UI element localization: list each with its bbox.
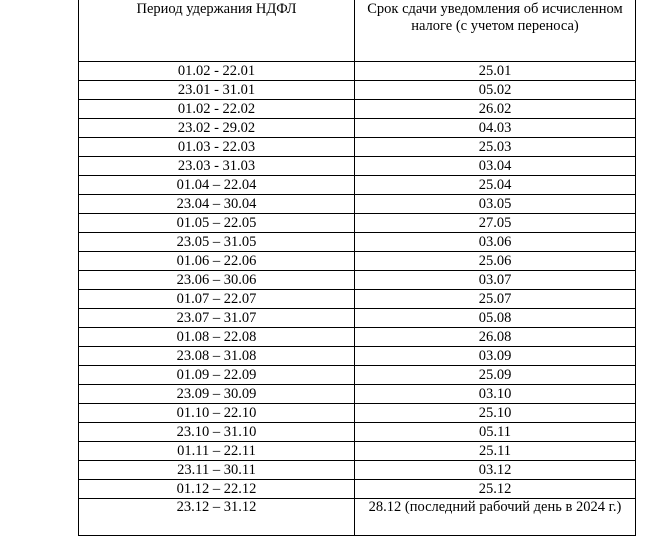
deadline-cell — [355, 347, 636, 366]
deadline-text: 03.10 — [478, 386, 512, 402]
period-cell: 23.02 - 29.02 — [79, 119, 355, 138]
ndfl-deadlines-table — [78, 0, 636, 536]
deadline-text: 25.11 — [478, 443, 512, 459]
period-cell: 01.05 – 22.05 — [79, 214, 355, 233]
period-cell: 01.08 – 22.08 — [79, 328, 355, 347]
deadline-cell — [355, 499, 636, 536]
period-cell: 23.09 – 30.09 — [79, 385, 355, 404]
deadline-cell — [355, 252, 636, 271]
deadline-text: 25.12 — [478, 481, 512, 497]
period-cell: 01.12 – 22.12 — [79, 480, 355, 499]
deadline-cell — [355, 119, 636, 138]
deadline-text: 25.09 — [478, 367, 512, 383]
table-row — [79, 119, 636, 138]
table-row — [79, 442, 636, 461]
table-row — [79, 423, 636, 442]
header-period: Период удержания НДФЛ — [79, 0, 355, 62]
period-cell: 23.07 – 31.07 — [79, 309, 355, 328]
table-row — [79, 328, 636, 347]
deadline-text: 25.01 — [478, 63, 512, 79]
table-row — [79, 385, 636, 404]
period-cell: 01.04 – 22.04 — [79, 176, 355, 195]
period-cell: 01.10 – 22.10 — [79, 404, 355, 423]
deadline-text: 05.02 — [478, 82, 512, 98]
deadline-cell — [355, 100, 636, 119]
table-body — [79, 62, 636, 536]
deadline-text: 03.09 — [478, 348, 512, 364]
table-row — [79, 81, 636, 100]
deadline-cell — [355, 271, 636, 290]
table-row — [79, 347, 636, 366]
header-deadline — [355, 0, 636, 62]
deadline-cell — [355, 423, 636, 442]
deadline-text: 25.03 — [478, 139, 512, 155]
deadline-cell — [355, 81, 636, 100]
deadline-cell — [355, 480, 636, 499]
period-cell: 23.03 - 31.03 — [79, 157, 355, 176]
table-row — [79, 195, 636, 214]
deadline-cell — [355, 233, 636, 252]
table-row — [79, 252, 636, 271]
deadline-text: 26.08 — [478, 329, 512, 345]
header-deadline-text: Срок сдачи уведомления об исчисленном налоге (с учетом переноса) — [367, 1, 623, 34]
period-cell: 01.06 – 22.06 — [79, 252, 355, 271]
deadline-text: 27.05 — [478, 215, 512, 231]
deadline-cell — [355, 138, 636, 157]
period-cell: 01.02 - 22.02 — [79, 100, 355, 119]
table-row — [79, 404, 636, 423]
deadline-text: 05.08 — [478, 310, 512, 326]
period-cell: 23.06 – 30.06 — [79, 271, 355, 290]
period-cell: 01.11 – 22.11 — [79, 442, 355, 461]
table-row — [79, 271, 636, 290]
table-row — [79, 461, 636, 480]
deadline-text: 25.07 — [478, 291, 512, 307]
period-cell: 23.10 – 31.10 — [79, 423, 355, 442]
deadline-text: 26.02 — [478, 101, 512, 117]
deadline-cell — [355, 157, 636, 176]
period-cell: 01.07 – 22.07 — [79, 290, 355, 309]
table-row — [79, 290, 636, 309]
deadline-text: 03.04 — [478, 158, 512, 174]
header-row — [79, 0, 636, 62]
period-cell: 01.02 - 22.01 — [79, 62, 355, 81]
deadline-cell — [355, 366, 636, 385]
deadline-cell — [355, 195, 636, 214]
deadline-text: 28.12 (последний рабочий день в 2024 г.) — [368, 499, 622, 515]
deadline-cell — [355, 176, 636, 195]
table-row — [79, 176, 636, 195]
table-row — [79, 233, 636, 252]
period-cell: 01.03 - 22.03 — [79, 138, 355, 157]
table-row — [79, 499, 636, 536]
period-cell: 23.04 – 30.04 — [79, 195, 355, 214]
table-row — [79, 62, 636, 81]
deadline-cell — [355, 461, 636, 480]
deadline-text: 25.10 — [478, 405, 512, 421]
deadline-cell — [355, 404, 636, 423]
deadline-cell — [355, 62, 636, 81]
period-cell: 23.11 – 30.11 — [79, 461, 355, 480]
deadline-text: 25.06 — [478, 253, 512, 269]
deadline-cell — [355, 328, 636, 347]
period-cell: 23.05 – 31.05 — [79, 233, 355, 252]
deadline-cell — [355, 385, 636, 404]
period-cell: 23.01 - 31.01 — [79, 81, 355, 100]
table-row — [79, 480, 636, 499]
period-cell: 23.08 – 31.08 — [79, 347, 355, 366]
deadline-cell — [355, 309, 636, 328]
deadline-cell — [355, 290, 636, 309]
deadline-cell — [355, 442, 636, 461]
deadline-text: 03.07 — [478, 272, 512, 288]
deadline-text: 05.11 — [478, 424, 512, 440]
table-row — [79, 309, 636, 328]
deadline-text: 03.12 — [478, 462, 512, 478]
table-row — [79, 214, 636, 233]
table-row — [79, 366, 636, 385]
deadline-cell — [355, 214, 636, 233]
table-row — [79, 157, 636, 176]
period-cell: 23.12 – 31.12 — [79, 499, 355, 536]
deadline-text: 03.06 — [478, 234, 512, 250]
period-cell: 01.09 – 22.09 — [79, 366, 355, 385]
table-row — [79, 138, 636, 157]
table-row — [79, 100, 636, 119]
deadline-text: 03.05 — [478, 196, 512, 212]
deadline-text: 04.03 — [478, 120, 512, 136]
deadline-text: 25.04 — [478, 177, 512, 193]
